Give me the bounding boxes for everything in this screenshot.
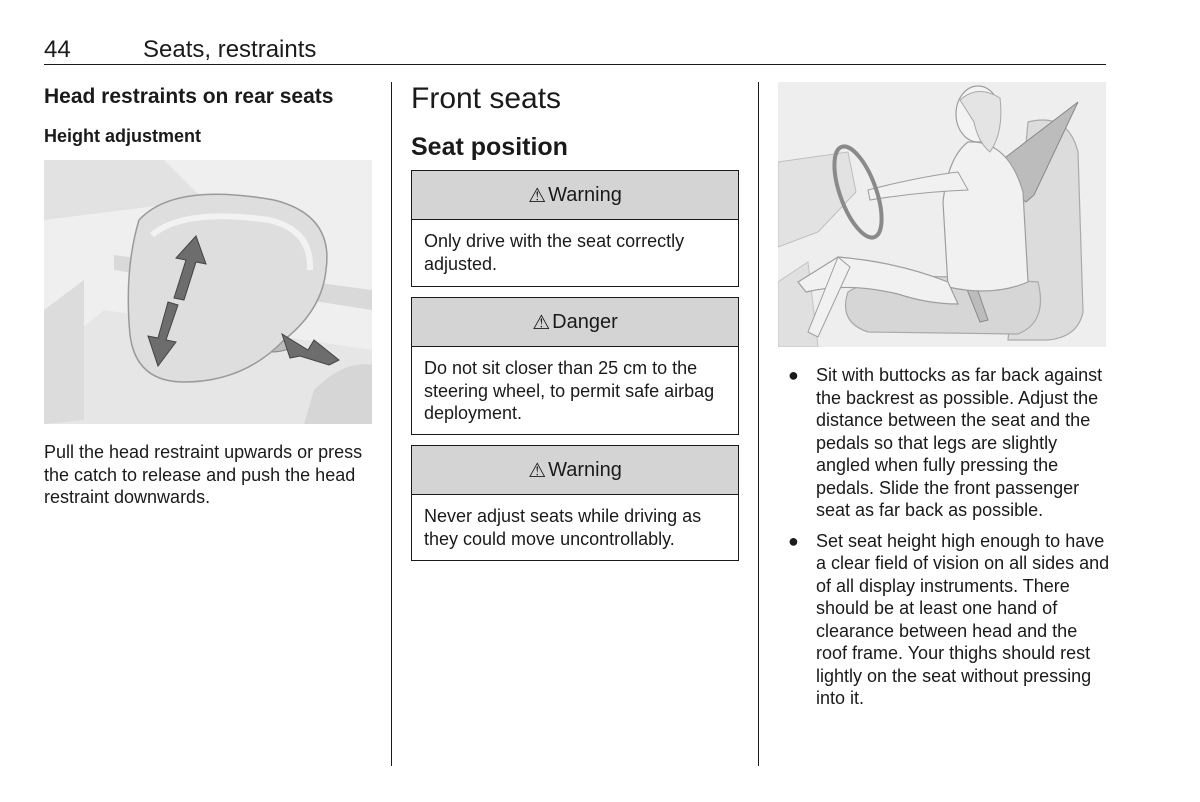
notice-label: Warning xyxy=(548,183,622,206)
head-restraint-instructions: Pull the head restraint upwards or press the catch to release and push the head restraint downwards. xyxy=(44,442,363,507)
section-title: Seats, restraints xyxy=(143,36,317,63)
notice-text: Do not sit closer than 25 cm to the steering wheel, to permit safe airbag deployment. xyxy=(424,358,715,423)
bullet-icon: ● xyxy=(788,530,799,551)
bullet-icon: ● xyxy=(788,365,799,385)
seat-position-heading: Seat position xyxy=(411,133,568,161)
head-restraints-heading: Head restraints on rear seats xyxy=(44,85,334,108)
bullet-text: Set seat height high enough to have a clear field of vision on all sides and of all display instruments. There should be at least one hand of clearance between head and the roof frame. Your thighs should rest lightly on the seat without pressing into it. xyxy=(816,530,1110,708)
seat-position-guidelines xyxy=(778,364,1113,718)
seating-position-illustration xyxy=(778,82,1106,347)
height-adjustment-heading: Height adjustment xyxy=(44,126,202,146)
warning-box xyxy=(411,445,739,561)
page-number: 44 xyxy=(44,36,71,63)
notice-label: Danger xyxy=(552,310,618,333)
notice-label: Warning xyxy=(548,458,622,481)
driver-seat-image xyxy=(778,82,1106,347)
notice-text: Only drive with the seat correctly adjusted. xyxy=(424,231,685,274)
list-item xyxy=(778,530,1113,710)
notice-header xyxy=(412,446,738,495)
danger-box xyxy=(411,297,739,435)
notice-header xyxy=(412,298,738,347)
warning-triangle-icon: ⚠ xyxy=(528,184,547,207)
warning-box xyxy=(411,170,739,287)
head-restraint-image xyxy=(44,160,372,424)
list-item xyxy=(778,364,1113,522)
bullet-text: Sit with buttocks as far back against the backrest as possible. Adjust the distance between the seat and the pedals so that legs are slightly angled when fully pressing the pedals. Slide the front passenger seat as far back as possible. xyxy=(816,365,1103,520)
bullet-list xyxy=(778,364,1113,710)
head-restraint-illustration xyxy=(44,160,372,424)
notice-text: Never adjust seats while driving as they could move uncontrollably. xyxy=(424,506,702,549)
warning-triangle-icon: ⚠ xyxy=(532,311,551,334)
notice-header xyxy=(412,171,738,220)
column-divider-left xyxy=(391,82,392,766)
warning-triangle-icon: ⚠ xyxy=(528,459,547,482)
front-seats-heading: Front seats xyxy=(411,82,562,115)
page-header xyxy=(44,34,1106,65)
column-divider-right xyxy=(758,82,759,766)
